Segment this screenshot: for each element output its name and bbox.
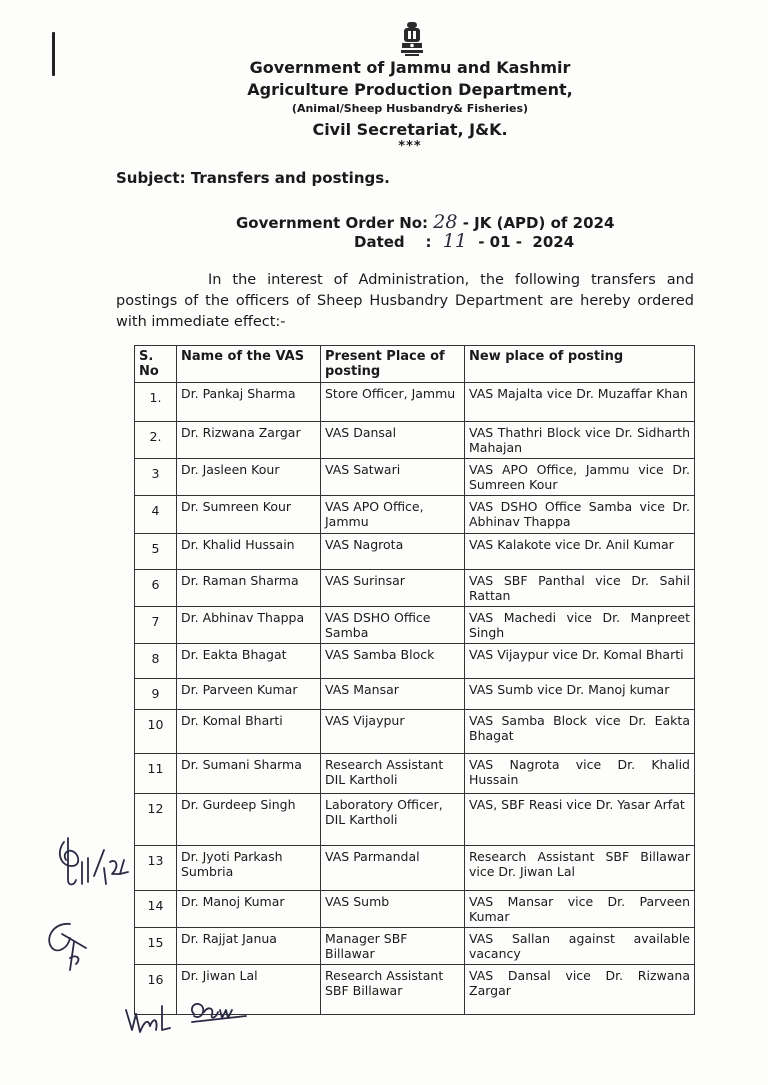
cell-present: VAS Satwari xyxy=(321,459,465,496)
cell-sno: 8 xyxy=(135,644,177,679)
header-present: Present Place of posting xyxy=(321,346,465,383)
table-row xyxy=(135,570,695,607)
cell-name: Dr. Pankaj Sharma xyxy=(177,383,321,422)
cell-name: Dr. Eakta Bhagat xyxy=(177,644,321,679)
cell-present: VAS Parmandal xyxy=(321,846,465,891)
handwritten-initials-bottom-2 xyxy=(186,994,256,1030)
cell-sno: 5 xyxy=(135,534,177,570)
cell-new: VAS Dansal vice Dr. Rizwana Zargar xyxy=(465,965,695,1015)
header-sno: S. No xyxy=(135,346,177,383)
table-row xyxy=(135,846,695,891)
cell-new: VAS Kalakote vice Dr. Anil Kumar xyxy=(465,534,695,570)
cell-new: VAS Vijaypur vice Dr. Komal Bharti xyxy=(465,644,695,679)
cell-name: Dr. Abhinav Thappa xyxy=(177,607,321,644)
cell-name: Dr. Raman Sharma xyxy=(177,570,321,607)
cell-name: Dr. Jiwan Lal xyxy=(177,965,321,1015)
table-row xyxy=(135,534,695,570)
dated-label: Dated : xyxy=(354,233,432,251)
table-row xyxy=(135,710,695,754)
cell-name: Dr. Jasleen Kour xyxy=(177,459,321,496)
cell-sno: 9 xyxy=(135,679,177,710)
table-row xyxy=(135,644,695,679)
cell-sno: 7 xyxy=(135,607,177,644)
header-division: (Animal/Sheep Husbandry& Fisheries) xyxy=(291,102,529,115)
cell-sno: 13 xyxy=(135,846,177,891)
cell-name: Dr. Komal Bharti xyxy=(177,710,321,754)
cell-new: VAS APO Office, Jammu vice Dr. Sumreen Kour xyxy=(465,459,695,496)
cell-sno: 1. xyxy=(135,383,177,422)
cell-sno: 11 xyxy=(135,754,177,794)
order-label: Government Order No: xyxy=(236,214,429,232)
cell-present: VAS Sumb xyxy=(321,891,465,928)
cell-present: VAS Vijaypur xyxy=(321,710,465,754)
cell-new: VAS Mansar vice Dr. Parveen Kumar xyxy=(465,891,695,928)
table-row xyxy=(135,422,695,459)
cell-sno: 6 xyxy=(135,570,177,607)
cell-present: VAS APO Office, Jammu xyxy=(321,496,465,534)
date-suffix: - 01 - 2024 xyxy=(478,233,575,251)
date-handwritten: 11 xyxy=(442,230,467,252)
cell-new: VAS Machedi vice Dr. Manpreet Singh xyxy=(465,607,695,644)
cell-present: VAS Mansar xyxy=(321,679,465,710)
header-secretariat: Civil Secretariat, J&K. xyxy=(312,120,508,139)
table-row xyxy=(135,754,695,794)
cell-sno: 10 xyxy=(135,710,177,754)
cell-new: VAS Nagrota vice Dr. Khalid Hussain xyxy=(465,754,695,794)
margin-mark xyxy=(52,32,55,76)
handwritten-initials-left xyxy=(40,914,100,974)
cell-new: VAS SBF Panthal vice Dr. Sahil Rattan xyxy=(465,570,695,607)
cell-present: VAS Samba Block xyxy=(321,644,465,679)
order-number-handwritten: 28 xyxy=(433,211,458,233)
cell-present: VAS Nagrota xyxy=(321,534,465,570)
table-row xyxy=(135,928,695,965)
cell-name: Dr. Sumreen Kour xyxy=(177,496,321,534)
table-header-row xyxy=(135,346,695,383)
cell-sno: 15 xyxy=(135,928,177,965)
cell-present: VAS Surinsar xyxy=(321,570,465,607)
subject-line: Subject: Transfers and postings. xyxy=(116,169,390,187)
cell-new: VAS, SBF Reasi vice Dr. Yasar Arfat xyxy=(465,794,695,846)
cell-name: Dr. Rajjat Janua xyxy=(177,928,321,965)
cell-present: VAS Dansal xyxy=(321,422,465,459)
state-emblem-icon xyxy=(398,20,426,58)
table-row xyxy=(135,607,695,644)
cell-present: Laboratory Officer, DIL Kartholi xyxy=(321,794,465,846)
cell-present: Research Assistant DIL Kartholi xyxy=(321,754,465,794)
header-new: New place of posting xyxy=(465,346,695,383)
header-government: Government of Jammu and Kashmir xyxy=(249,58,571,77)
cell-sno: 14 xyxy=(135,891,177,928)
cell-name: Dr. Manoj Kumar xyxy=(177,891,321,928)
order-suffix: - JK (APD) of 2024 xyxy=(462,214,615,232)
cell-name: Dr. Parveen Kumar xyxy=(177,679,321,710)
cell-sno: 16 xyxy=(135,965,177,1015)
table-row xyxy=(135,496,695,534)
table-row xyxy=(135,794,695,846)
cell-sno: 3 xyxy=(135,459,177,496)
cell-present: Manager SBF Billawar xyxy=(321,928,465,965)
order-date-line xyxy=(354,230,574,252)
handwritten-signature-dated xyxy=(54,832,134,892)
table-row xyxy=(135,383,695,422)
paragraph-text: In the interest of Administration, the following transfers and postings of the officers of Sheep Husbandry Department are hereby ordered with immediate effect:- xyxy=(116,272,694,330)
table-row xyxy=(135,679,695,710)
order-paragraph xyxy=(116,270,694,333)
cell-present: VAS DSHO Office Samba xyxy=(321,607,465,644)
cell-sno: 4 xyxy=(135,496,177,534)
cell-name: Dr. Sumani Sharma xyxy=(177,754,321,794)
table-row xyxy=(135,459,695,496)
cell-new: Research Assistant SBF Billawar vice Dr. Jiwan Lal xyxy=(465,846,695,891)
cell-present: Research Assistant SBF Billawar xyxy=(321,965,465,1015)
cell-new: VAS Majalta vice Dr. Muzaffar Khan xyxy=(465,383,695,422)
cell-new: VAS Thathri Block vice Dr. Sidharth Mahajan xyxy=(465,422,695,459)
header-name: Name of the VAS xyxy=(177,346,321,383)
cell-name: Dr. Jyoti Parkash Sumbria xyxy=(177,846,321,891)
table-row xyxy=(135,891,695,928)
cell-sno: 12 xyxy=(135,794,177,846)
transfers-table xyxy=(134,345,695,1015)
cell-new: VAS Sallan against available vacancy xyxy=(465,928,695,965)
cell-sno: 2. xyxy=(135,422,177,459)
header-department: Agriculture Production Department, xyxy=(247,80,573,99)
cell-present: Store Officer, Jammu xyxy=(321,383,465,422)
cell-name: Dr. Khalid Hussain xyxy=(177,534,321,570)
cell-name: Dr. Gurdeep Singh xyxy=(177,794,321,846)
handwritten-initials-bottom-1 xyxy=(120,996,180,1040)
cell-new: VAS DSHO Office Samba vice Dr. Abhinav Thappa xyxy=(465,496,695,534)
header-stars: *** xyxy=(398,139,422,154)
cell-new: VAS Samba Block vice Dr. Eakta Bhagat xyxy=(465,710,695,754)
cell-new: VAS Sumb vice Dr. Manoj kumar xyxy=(465,679,695,710)
cell-name: Dr. Rizwana Zargar xyxy=(177,422,321,459)
